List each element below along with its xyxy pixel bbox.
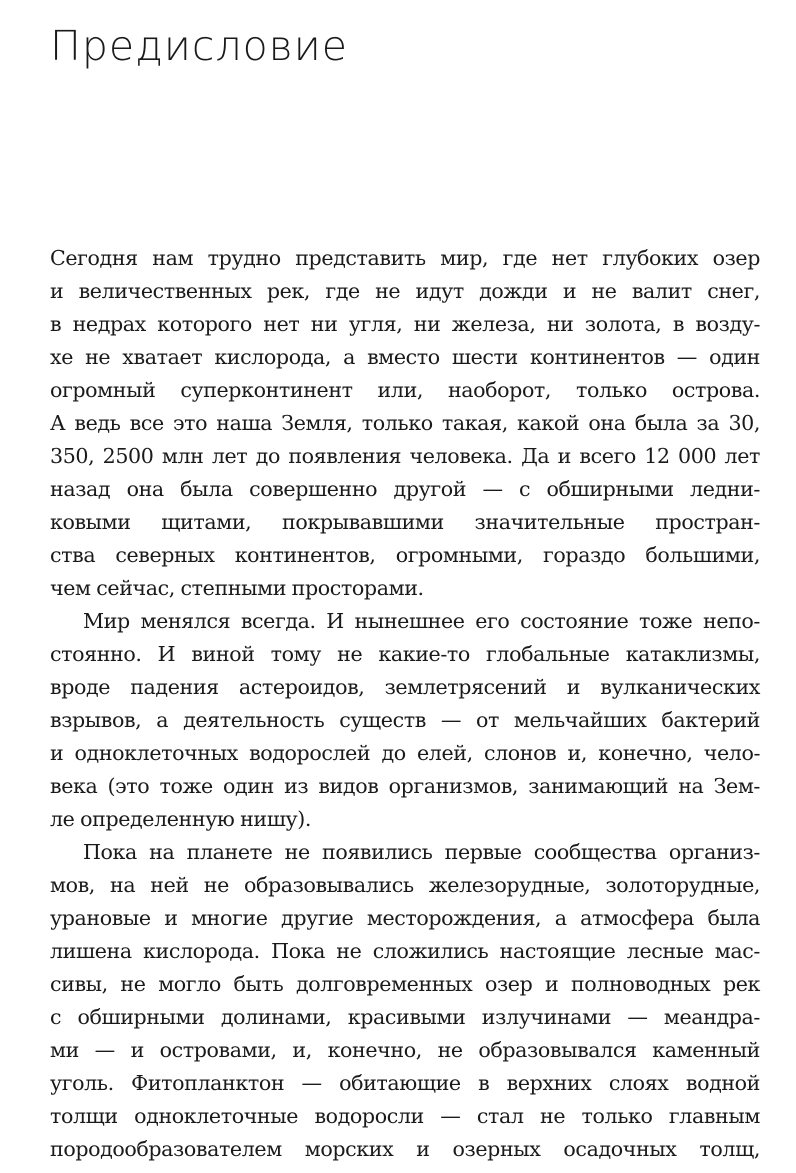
text-line: чем сейчас, степными просторами. [50,576,424,600]
text-line: толщи одноклеточные водоросли — стал не только главным [50,1104,760,1128]
text-line: и величественных рек, где не идут дожди и не валит снег, [50,279,760,303]
text-line: Сегодня нам трудно представить мир, где нет глубоких озер [50,246,760,270]
text-line: Мир менялся всегда. И нынешнее его состояние тоже непо- [83,609,760,633]
text-line: урановые и многие другие месторождения, а атмосфера была [50,906,760,930]
text-line: хе не хватает кислорода, а вместо шести континентов — один [50,345,760,369]
text-line: А ведь все это наша Земля, только такая, какой она была за 30, [50,411,760,435]
text-line: породообразователем морских и озерных осадочных толщ, [50,1137,760,1161]
chapter-title: Предисловие [50,22,348,70]
text-line: сивы, не могло быть долговременных озер и полноводных рек [50,972,760,996]
paragraph [50,605,760,836]
text-line: ства северных континентов, огромными, гораздо большими, [50,543,760,567]
text-line: и одноклеточных водорослей до елей, слонов и, конечно, чело- [50,741,760,765]
text-line: взрывов, а деятельность существ — от мельчайших бактерий [50,708,760,732]
text-line: века (это тоже один из видов организмов, занимающий на Зем- [50,774,760,798]
paragraph [50,242,760,605]
body-text [50,242,760,1166]
text-line: уголь. Фитопланктон — обитающие в верхних слоях водной [50,1071,760,1095]
text-line: вроде падения астероидов, землетрясений и вулканических [50,675,760,699]
text-line: лишена кислорода. Пока не сложились настоящие лесные мас- [50,939,760,963]
text-line: мов, на ней не образовывались железорудные, золоторудные, [50,873,760,897]
text-line: ми — и островами, и, конечно, не образовывался каменный [50,1038,760,1062]
text-line: ковыми щитами, покрывавшими значительные простран- [50,510,760,534]
paragraph [50,836,760,1166]
text-line: огромный суперконтинент или, наоборот, только острова. [50,378,760,402]
page [50,0,760,1161]
text-line: стоянно. И виной тому не какие-то глобальные катаклизмы, [50,642,760,666]
text-line: с обширными долинами, красивыми излучинами — меандра- [50,1005,760,1029]
text-line: в недрах которого нет ни угля, ни железа, ни золота, в возду- [50,312,760,336]
text-line: Пока на планете не появились первые сообщества организ- [83,840,760,864]
text-line: назад она была совершенно другой — с обширными ледни- [50,477,760,501]
text-line: 350, 2500 млн лет до появления человека. Да и всего 12 000 лет [50,444,760,468]
text-line: ле определенную нишу). [50,807,311,831]
